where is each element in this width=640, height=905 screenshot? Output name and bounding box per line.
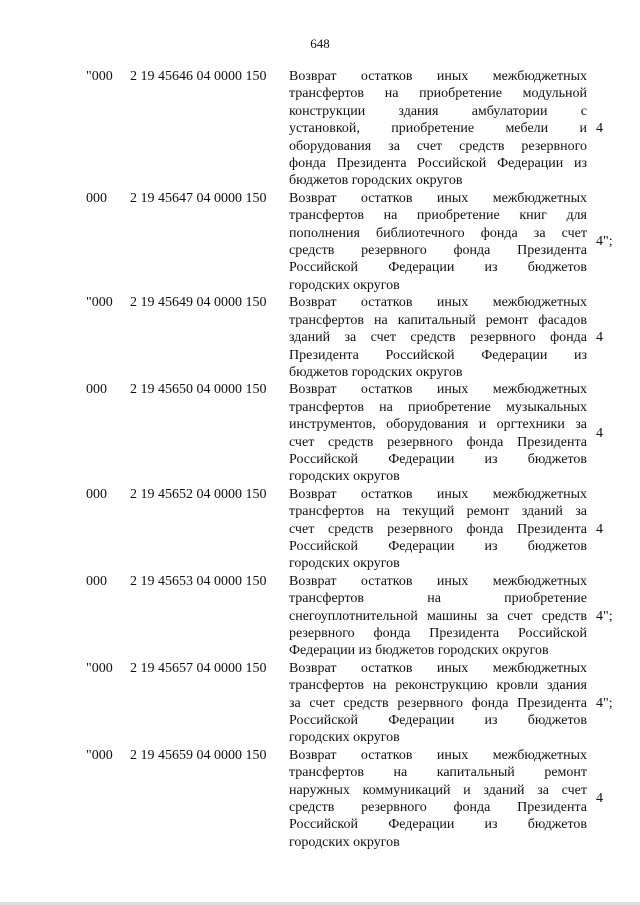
description-line: бюджетов городских округов	[289, 173, 463, 189]
income-description	[289, 747, 587, 851]
admin-code: 000	[86, 573, 107, 589]
norm-value-text: 4";	[596, 695, 613, 711]
description-line: за счет средств резервного фонда Президента	[289, 695, 587, 711]
admin-code: "000	[86, 69, 113, 84]
description-line: трансфертов на текущий ремонт зданий за	[289, 504, 587, 520]
description-line: оборудования за счет средств резервного	[289, 138, 587, 154]
income-description	[289, 660, 587, 747]
description-line: Российской Федерации из бюджетов	[289, 713, 587, 729]
budget-classification-code: 2 19 45649 04 0000 150	[130, 295, 267, 311]
budget-classification-code: 2 19 45659 04 0000 150	[130, 747, 267, 763]
description-line: Возврат остатков иных межбюджетных	[289, 486, 587, 502]
description-line: трансфертов на приобретение музыкальных	[289, 399, 587, 415]
description-line: Возврат остатков иных межбюджетных	[289, 295, 587, 311]
budget-classification-code: 2 19 45647 04 0000 150	[130, 190, 267, 206]
norm-value	[596, 573, 624, 660]
budget-code-table	[0, 68, 640, 851]
description-line: зданий за счет средств резервного фонда	[289, 330, 587, 346]
admin-code: "000	[86, 660, 113, 676]
description-line: городских округов	[289, 556, 400, 572]
norm-value-text: 4";	[596, 608, 613, 624]
income-description	[289, 190, 587, 294]
description-line: трансфертов на приобретение книг для	[289, 208, 587, 224]
description-line: Возврат остатков иных межбюджетных	[289, 69, 587, 84]
table-row	[0, 190, 640, 294]
table-row	[0, 660, 640, 747]
table-row	[0, 747, 640, 851]
norm-value-text: 4	[596, 521, 603, 537]
description-line: фонда Президента Российской Федерации из	[289, 156, 587, 172]
norm-value-text: 4	[596, 330, 603, 346]
description-line: Российской Федерации из бюджетов	[289, 451, 587, 467]
description-line: конструкции здания амбулатории с	[289, 103, 587, 119]
description-line: резервного фонда Президента Российской	[289, 626, 587, 641]
norm-value	[596, 381, 624, 485]
admin-code: "000	[86, 295, 113, 311]
budget-classification-code: 2 19 45650 04 0000 150	[130, 382, 267, 398]
description-line: пополнения библиотечного фонда за счет	[289, 225, 587, 241]
description-line: городских округов	[289, 469, 400, 485]
norm-value-text: 4	[596, 121, 603, 137]
norm-value-text: 4	[596, 425, 603, 441]
description-line: трансфертов на приобретение модульной	[289, 86, 587, 102]
income-description	[289, 381, 587, 485]
description-line: городских округов	[289, 277, 400, 293]
norm-value	[596, 747, 624, 851]
description-line: Российской Федерации из бюджетов	[289, 817, 587, 833]
description-line: трансфертов на приобретение	[289, 591, 587, 607]
description-line: средств резервного фонда Президента	[289, 243, 587, 259]
description-line: городских округов	[289, 834, 400, 850]
norm-value-text: 4";	[596, 234, 613, 250]
description-line: трансфертов на реконструкцию кровли здания	[289, 678, 587, 694]
description-line: счет средств резервного фонда Президента	[289, 434, 587, 450]
income-description	[289, 573, 587, 660]
description-line: снегоуплотнительной машины за счет средств	[289, 608, 587, 624]
table-row	[0, 573, 640, 660]
admin-code: "000	[86, 747, 113, 763]
description-line: инструментов, оборудования и оргтехники за	[289, 417, 587, 433]
budget-classification-code: 2 19 45653 04 0000 150	[130, 573, 267, 589]
description-line: Президента Российской Федерации из	[289, 347, 587, 363]
table-row	[0, 486, 640, 573]
description-line: наружных коммуникаций и зданий за счет	[289, 782, 587, 798]
admin-code: 000	[86, 382, 107, 398]
description-line: Возврат остатков иных межбюджетных	[289, 573, 587, 589]
norm-value	[596, 68, 624, 190]
description-line: Федерации из бюджетов городских округов	[289, 643, 549, 659]
description-line: городских округов	[289, 730, 400, 746]
description-line: Российской Федерации из бюджетов	[289, 538, 587, 554]
income-description	[289, 294, 587, 381]
description-line: трансфертов на капитальный ремонт	[289, 765, 587, 781]
norm-value	[596, 294, 624, 381]
description-line: трансфертов на капитальный ремонт фасадов	[289, 312, 587, 328]
admin-code: 000	[86, 190, 107, 206]
description-line: Возврат остатков иных межбюджетных	[289, 747, 587, 763]
norm-value	[596, 190, 624, 294]
description-line: Российской Федерации из бюджетов	[289, 260, 587, 276]
page-number: 648	[310, 36, 330, 51]
norm-value	[596, 660, 624, 747]
table-row	[0, 381, 640, 485]
budget-classification-code: 2 19 45646 04 0000 150	[130, 69, 267, 84]
income-description	[289, 68, 587, 190]
income-description	[289, 486, 587, 573]
norm-value	[596, 486, 624, 573]
description-line: средств резервного фонда Президента	[289, 800, 587, 816]
budget-classification-code: 2 19 45657 04 0000 150	[130, 660, 267, 676]
table-row	[0, 294, 640, 381]
admin-code: 000	[86, 486, 107, 502]
description-line: счет средств резервного фонда Президента	[289, 521, 587, 537]
description-line: Возврат остатков иных межбюджетных	[289, 382, 587, 398]
description-line: Возврат остатков иных межбюджетных	[289, 660, 587, 676]
norm-value-text: 4	[596, 791, 603, 807]
description-line: бюджетов городских округов	[289, 364, 463, 380]
table-row	[0, 68, 640, 190]
description-line: установкой, приобретение мебели и	[289, 121, 587, 137]
budget-classification-code: 2 19 45652 04 0000 150	[130, 486, 267, 502]
description-line: Возврат остатков иных межбюджетных	[289, 190, 587, 206]
